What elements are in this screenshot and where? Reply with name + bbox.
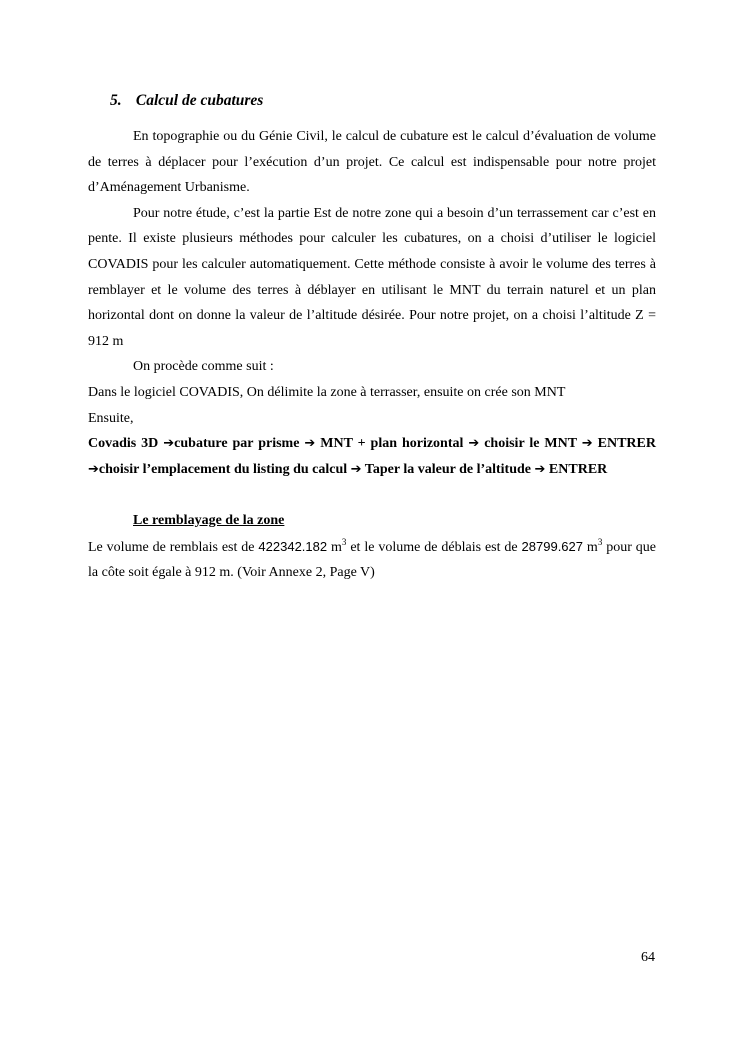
arrow-icon: ➔ [468, 436, 480, 452]
arrow-icon: ➔ [88, 461, 99, 477]
paragraph-ensuite: Ensuite, [88, 410, 134, 426]
arrow-icon: ➔ [534, 461, 546, 477]
arrow-icon: ➔ [350, 461, 362, 477]
page-number: 64 [641, 950, 655, 965]
volume-text: Le volume de remblais est de [88, 539, 259, 555]
deblais-value: 28799.627 [521, 538, 583, 554]
section-number: 5. [110, 92, 122, 109]
arrow-icon: ➔ [163, 436, 175, 452]
exponent: 3 [341, 536, 347, 547]
step-entrer-1: ENTRER [592, 436, 656, 452]
arrow-icon: ➔ [304, 436, 316, 452]
paragraph-study: Pour notre étude, c’est la partie Est de notre zone qui a besoin d’un terrassement car c’est en pente. Il existe plusieurs méthodes pour calculer les cubatures, on a choisi d’utiliser le logiciel COVADIS pour les calculer automatiquement. Cette méthode consiste à avoir le volume des terres à remblayer et le volume des terres à déblayer en utilisant le MNT du terrain naturel et un plan horizontal dont on donne la valeur de l’altitude désirée. Pour notre projet, on a choisi l’altitude Z = 912 m [88, 205, 656, 349]
arrow-icon: ➔ [581, 436, 593, 452]
step-cubature: cubature par prisme [174, 436, 305, 452]
subsection-title: Le remblayage de la zone [133, 512, 285, 528]
unit-text: m [583, 539, 598, 555]
step-mnt-plan: MNT + plan horizontal [315, 436, 469, 452]
step-entrer-2: ENTRER [545, 461, 608, 477]
unit-text: m [327, 539, 342, 555]
paragraph-intro: En topographie ou du Génie Civil, le calcul de cubature est le calcul d’évaluation de volume de terres à déplacer pour l’exécution d’un projet. Ce calcul est indispensable pour notre projet d’Aménagement Urbanisme. [88, 129, 656, 196]
volume-text: et le volume de déblais est de [346, 539, 522, 555]
remblais-value: 422342.182 [258, 538, 328, 554]
subsection-heading [88, 508, 656, 534]
step-listing: choisir l’emplacement du listing du calcul [98, 461, 351, 477]
document-body [88, 124, 656, 586]
step-covadis-3d: Covadis 3D [88, 436, 164, 452]
step-altitude: Taper la valeur de l’altitude [361, 461, 535, 477]
volume-text: pour que la côte soit égale à 912 m. (Voir Annexe 2, Page V) [88, 539, 657, 581]
blank-line [88, 482, 656, 508]
paragraph-covadis: Dans le logiciel COVADIS, On délimite la zone à terrasser, ensuite on crée son MNT [88, 384, 566, 400]
procedure-steps [88, 431, 656, 482]
paragraph-procedure-intro: On procède comme suit : [133, 359, 274, 375]
section-heading [110, 92, 263, 110]
section-title: Calcul de cubatures [135, 92, 264, 109]
paragraph-volumes [88, 534, 656, 586]
exponent: 3 [597, 536, 603, 547]
step-choisir-mnt: choisir le MNT [479, 436, 582, 452]
